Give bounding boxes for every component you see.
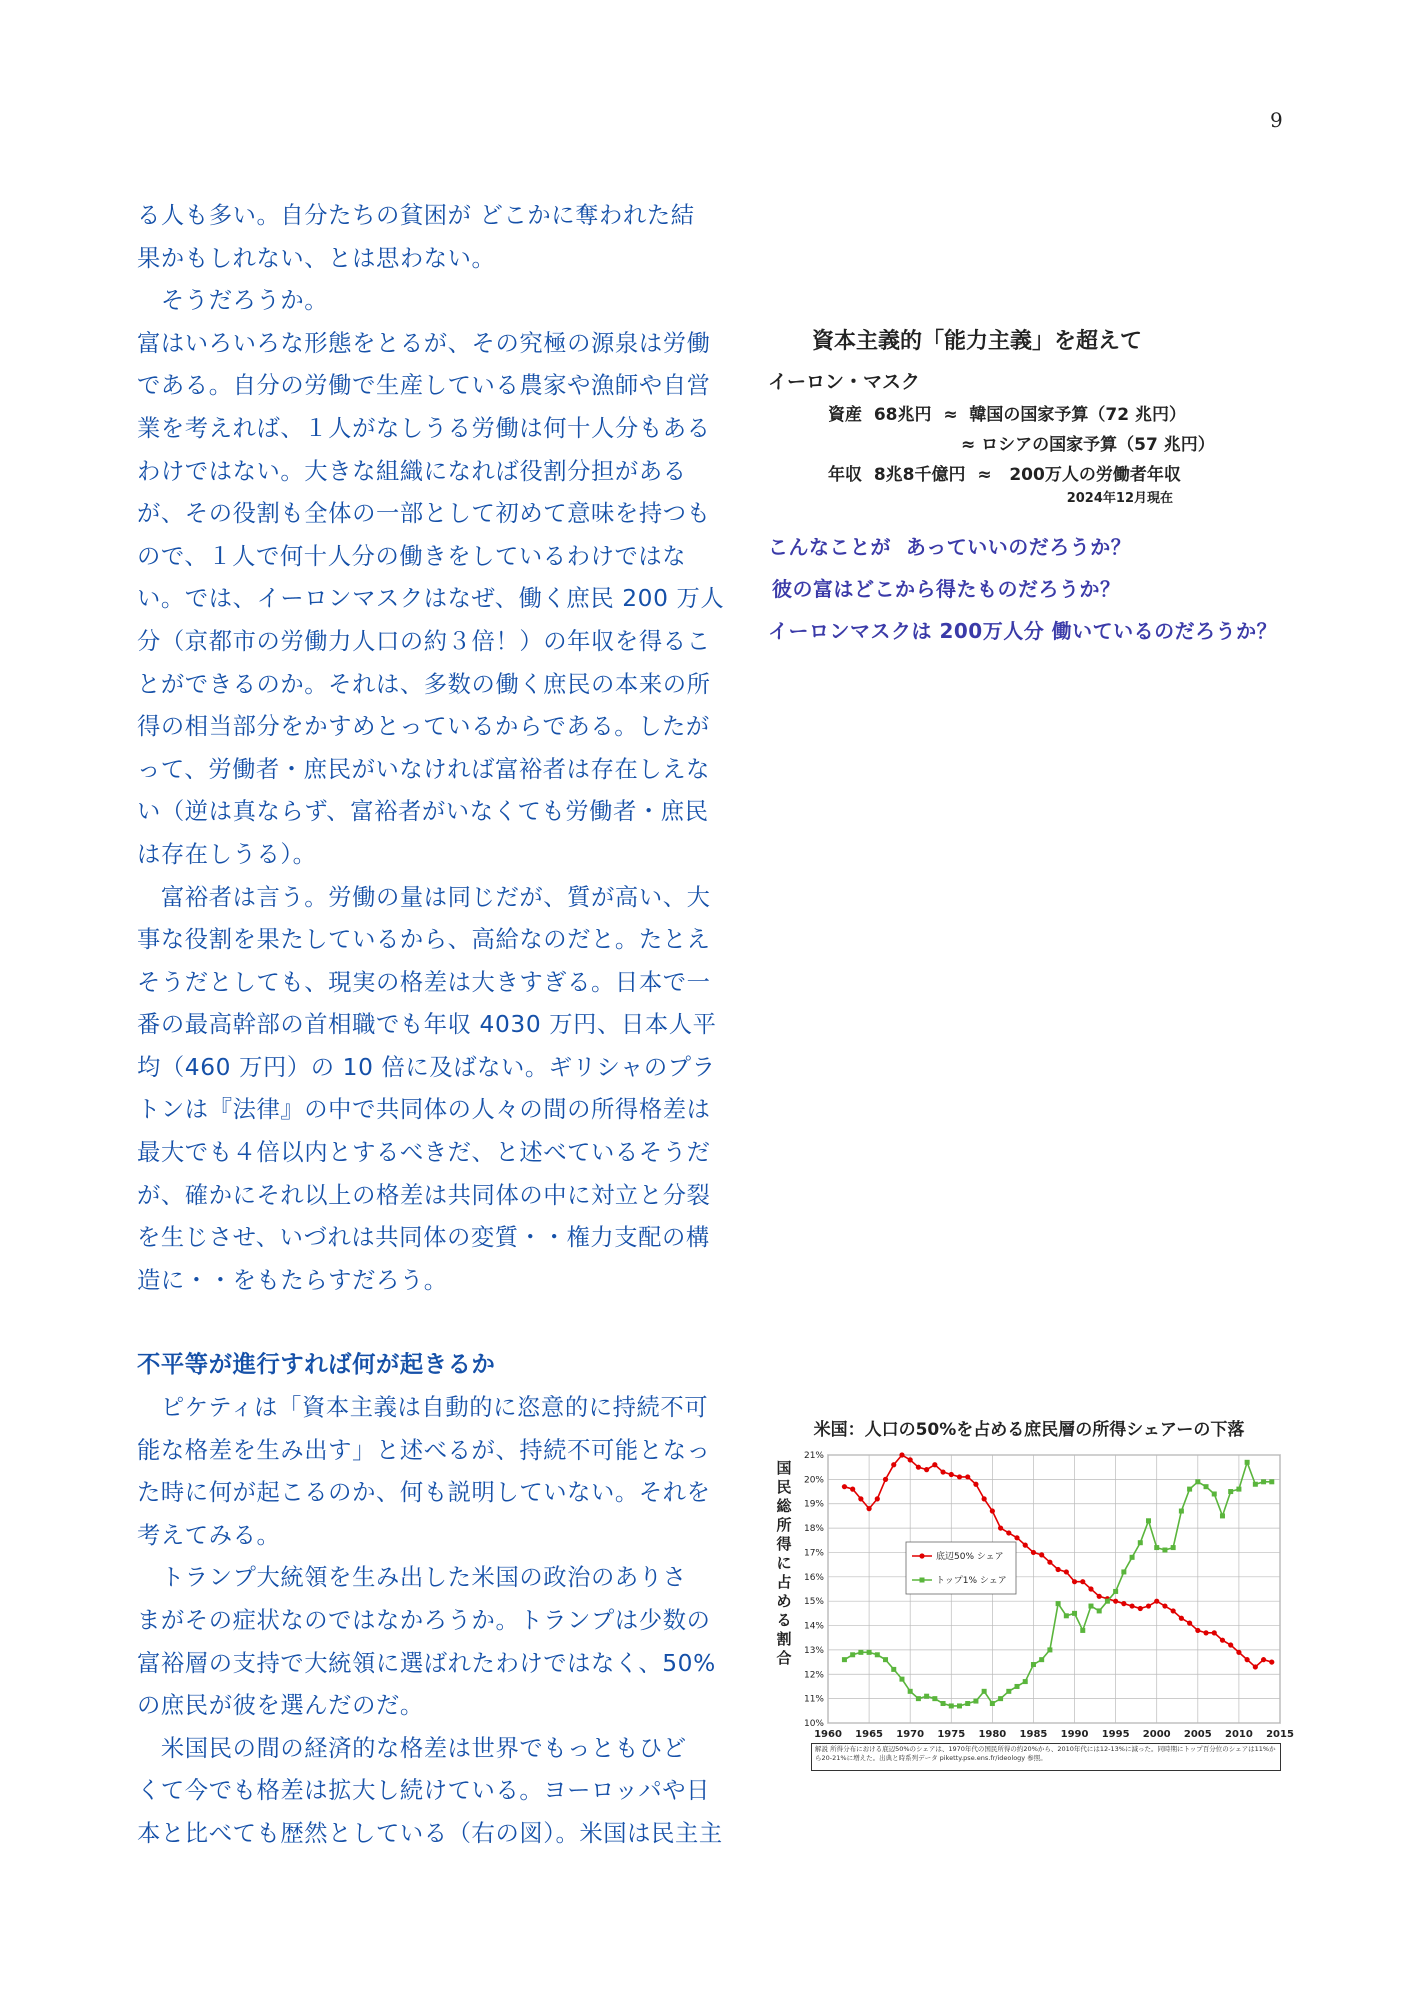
data-point-top1 bbox=[1056, 1601, 1061, 1606]
data-point-top1 bbox=[867, 1650, 872, 1655]
x-tick-label: 2000 bbox=[1142, 1729, 1171, 1740]
data-point-top1 bbox=[990, 1701, 995, 1706]
data-point-bottom50 bbox=[998, 1525, 1003, 1530]
data-point-top1 bbox=[1179, 1509, 1184, 1514]
text-line: 事な役割を果たしているから、高給なのだと。たとえ bbox=[137, 926, 711, 954]
data-point-bottom50 bbox=[842, 1484, 847, 1489]
text-line: ピケティは「資本主義は自動的に恣意的に持続不可 bbox=[137, 1394, 709, 1422]
data-point-bottom50 bbox=[875, 1496, 880, 1501]
data-point-top1 bbox=[1236, 1487, 1241, 1492]
data-point-top1 bbox=[1039, 1657, 1044, 1662]
data-point-bottom50 bbox=[965, 1474, 970, 1479]
text-line: 均（460 万円）の 10 倍に及ばない。ギリシャのプラ bbox=[137, 1053, 716, 1081]
data-point-top1 bbox=[1253, 1482, 1258, 1487]
text-line: の庶民が彼を選んだのだ。 bbox=[137, 1692, 424, 1720]
data-point-bottom50 bbox=[908, 1457, 913, 1462]
income-line: 年収 8兆8千億円 ≈ 200万人の労働者年収 bbox=[828, 465, 1181, 485]
chart-title: 米国：人口の50%を占める庶民層の所得シェアーの下落 bbox=[813, 1420, 1245, 1440]
data-point-top1 bbox=[1204, 1484, 1209, 1489]
data-point-top1 bbox=[1015, 1684, 1020, 1689]
data-point-top1 bbox=[899, 1677, 904, 1682]
main-text-column bbox=[137, 195, 737, 1856]
data-point-top1 bbox=[1088, 1604, 1093, 1609]
text-line: 富はいろいろな形態をとるが、その究極の源泉は労働 bbox=[137, 329, 711, 357]
text-line: くて今でも格差は拡大し続けている。ヨーロッパや日 bbox=[137, 1777, 711, 1805]
data-point-top1 bbox=[982, 1689, 987, 1694]
y-tick-label: 20% bbox=[803, 1475, 824, 1486]
data-point-bottom50 bbox=[1006, 1530, 1011, 1535]
as-of-date: 2024年12月現在 bbox=[1066, 491, 1173, 506]
data-point-top1 bbox=[924, 1694, 929, 1699]
chart-footnote: 解説 所得分布における底辺50%のシェアは、1970年代の国民所得の約20%から、2010年代には12-13%に減った。同時期にトップ百分位のシェアは11%から20-21%に増えた。出典と時系列データ piketty.pse.ens.fr/ideology 参照。 bbox=[811, 1743, 1281, 1771]
data-point-bottom50 bbox=[1064, 1569, 1069, 1574]
text-line: って、労働者・庶民がいなければ富裕者は存在しえな bbox=[137, 755, 711, 783]
x-tick-label: 1995 bbox=[1101, 1729, 1130, 1740]
data-point-bottom50 bbox=[1072, 1579, 1077, 1584]
y-axis-label-char: 割 bbox=[776, 1630, 792, 1648]
data-point-top1 bbox=[1195, 1479, 1200, 1484]
x-tick-label: 1960 bbox=[814, 1729, 842, 1740]
data-point-top1 bbox=[1245, 1460, 1250, 1465]
data-point-top1 bbox=[1154, 1545, 1159, 1550]
income-share-chart bbox=[768, 1415, 1294, 1775]
x-tick-label: 2005 bbox=[1183, 1729, 1212, 1740]
y-tick-label: 18% bbox=[803, 1524, 824, 1535]
x-tick-label: 2010 bbox=[1224, 1729, 1253, 1740]
data-point-bottom50 bbox=[1129, 1603, 1134, 1608]
text-line: である。自分の労働で生産している農家や漁師や自営 bbox=[137, 372, 711, 400]
sidebar-title: 資本主義的「能力主義」を超えて bbox=[812, 329, 1143, 354]
data-point-top1 bbox=[1031, 1662, 1036, 1667]
data-point-bottom50 bbox=[1056, 1567, 1061, 1572]
legend-label: トップ1% シェア bbox=[936, 1576, 1007, 1586]
page-number: 9 bbox=[1270, 108, 1283, 132]
y-tick-label: 21% bbox=[803, 1451, 824, 1461]
text-line: 番の最高幹部の首相職でも年収 4030 万円、日本人平 bbox=[137, 1011, 717, 1039]
y-tick-label: 19% bbox=[803, 1499, 824, 1510]
data-point-bottom50 bbox=[1113, 1599, 1118, 1604]
data-point-top1 bbox=[908, 1689, 913, 1694]
data-point-top1 bbox=[1121, 1569, 1126, 1574]
data-point-top1 bbox=[932, 1696, 937, 1701]
y-axis-label-char: め bbox=[776, 1592, 792, 1610]
data-point-bottom50 bbox=[924, 1467, 929, 1472]
text-line: そうだろうか。 bbox=[137, 287, 329, 315]
y-tick-label: 17% bbox=[803, 1548, 824, 1559]
y-axis-label-char: 得 bbox=[776, 1535, 792, 1553]
data-point-bottom50 bbox=[1023, 1543, 1028, 1548]
text-line: 果かもしれない、とは思わない。 bbox=[137, 244, 496, 272]
y-axis-label-char: 占 bbox=[776, 1573, 792, 1591]
data-point-bottom50 bbox=[899, 1452, 904, 1457]
data-point-top1 bbox=[1138, 1540, 1143, 1545]
data-point-top1 bbox=[1187, 1487, 1192, 1492]
data-point-bottom50 bbox=[1146, 1603, 1151, 1608]
data-point-top1 bbox=[883, 1657, 888, 1662]
y-tick-label: 14% bbox=[803, 1621, 824, 1632]
data-point-bottom50 bbox=[1154, 1599, 1159, 1604]
y-tick-label: 13% bbox=[803, 1645, 824, 1656]
data-point-top1 bbox=[941, 1701, 946, 1706]
data-point-top1 bbox=[1146, 1518, 1151, 1523]
data-point-bottom50 bbox=[866, 1506, 871, 1511]
data-point-top1 bbox=[973, 1699, 978, 1704]
text-line: 能な格差を生み出す」と述べるが、持続不可能となっ bbox=[137, 1436, 711, 1464]
data-point-bottom50 bbox=[1195, 1628, 1200, 1633]
data-point-bottom50 bbox=[949, 1472, 954, 1477]
y-axis-label-char: る bbox=[776, 1611, 792, 1629]
data-point-top1 bbox=[1064, 1613, 1069, 1618]
data-point-bottom50 bbox=[1138, 1606, 1143, 1611]
data-point-bottom50 bbox=[1203, 1630, 1208, 1635]
text-line: る人も多い。自分たちの貧困が どこかに奪われた結 bbox=[137, 202, 695, 229]
data-point-top1 bbox=[1269, 1479, 1274, 1484]
data-point-top1 bbox=[842, 1657, 847, 1662]
data-point-top1 bbox=[1072, 1611, 1077, 1616]
text-line: 本と比べても歴然としている（右の図）。米国は民主主 bbox=[137, 1819, 723, 1847]
question-1: こんなことが あっていいのだろうか？ bbox=[768, 535, 1132, 559]
data-point-bottom50 bbox=[1031, 1550, 1036, 1555]
data-point-bottom50 bbox=[957, 1474, 962, 1479]
x-tick-label: 1975 bbox=[937, 1729, 966, 1740]
data-point-bottom50 bbox=[858, 1496, 863, 1501]
y-tick-label: 11% bbox=[803, 1694, 824, 1705]
text-line: い。では、イーロンマスクはなぜ、働く庶民 200 万人 bbox=[137, 585, 725, 613]
data-point-top1 bbox=[1023, 1679, 1028, 1684]
data-point-bottom50 bbox=[1121, 1601, 1126, 1606]
legend-marker bbox=[919, 1553, 924, 1558]
text-line: 造に・・をもたらすだろう。 bbox=[137, 1266, 448, 1294]
x-tick-label: 1985 bbox=[1019, 1729, 1048, 1740]
y-tick-label: 10% bbox=[803, 1719, 824, 1729]
data-point-top1 bbox=[850, 1652, 855, 1657]
data-point-bottom50 bbox=[1088, 1586, 1093, 1591]
y-axis-label-char: 民 bbox=[776, 1478, 792, 1496]
data-point-top1 bbox=[998, 1696, 1003, 1701]
data-point-bottom50 bbox=[891, 1462, 896, 1467]
data-point-top1 bbox=[916, 1696, 921, 1701]
person-name: イーロン・マスク bbox=[768, 371, 921, 393]
y-tick-label: 16% bbox=[803, 1572, 824, 1583]
x-tick-label: 1980 bbox=[978, 1729, 1007, 1740]
data-point-bottom50 bbox=[1187, 1621, 1192, 1626]
data-point-bottom50 bbox=[982, 1496, 987, 1501]
text-line: 富裕者は言う。労働の量は同じだが、質が高い、大 bbox=[137, 883, 711, 911]
y-axis-label-char: 所 bbox=[776, 1516, 792, 1534]
text-line: 業を考えれば、１人がなしうる労働は何十人分もある bbox=[137, 414, 711, 442]
text-line: が、確かにそれ以上の格差は共同体の中に対立と分裂 bbox=[137, 1181, 711, 1209]
text-line: まがその症状なのではなかろうか。トランプは少数の bbox=[137, 1607, 711, 1634]
text-line: 得の相当部分をかすめとっているからである。したが bbox=[137, 713, 710, 741]
legend-label: 底辺50% シェア bbox=[936, 1552, 1004, 1562]
data-point-top1 bbox=[1261, 1479, 1266, 1484]
legend-box bbox=[906, 1542, 1016, 1594]
data-point-top1 bbox=[1105, 1599, 1110, 1604]
data-point-top1 bbox=[1097, 1608, 1102, 1613]
data-point-top1 bbox=[1212, 1491, 1217, 1496]
data-point-bottom50 bbox=[990, 1508, 995, 1513]
data-point-top1 bbox=[1130, 1555, 1135, 1560]
data-point-bottom50 bbox=[1171, 1608, 1176, 1613]
data-point-bottom50 bbox=[1080, 1579, 1085, 1584]
text-line: とができるのか。それは、多数の働く庶民の本来の所 bbox=[137, 670, 711, 698]
data-point-bottom50 bbox=[1269, 1659, 1274, 1664]
data-point-top1 bbox=[957, 1703, 962, 1708]
text-line: わけではない。大きな組織になれば役割分担がある bbox=[137, 457, 687, 485]
data-point-bottom50 bbox=[973, 1482, 978, 1487]
data-point-bottom50 bbox=[1228, 1642, 1233, 1647]
chart-svg bbox=[768, 1415, 1294, 1745]
data-point-top1 bbox=[891, 1667, 896, 1672]
x-tick-label: 1965 bbox=[855, 1729, 884, 1740]
data-point-top1 bbox=[1171, 1545, 1176, 1550]
data-point-bottom50 bbox=[932, 1462, 937, 1467]
data-point-bottom50 bbox=[1162, 1603, 1167, 1608]
assets-line: 資産 68兆円 ≈ 韓国の国家予算（72 兆円） bbox=[828, 405, 1186, 425]
text-line: 最大でも４倍以内とするべきだ、と述べているそうだ bbox=[137, 1139, 711, 1167]
data-point-bottom50 bbox=[1047, 1560, 1052, 1565]
y-axis-label-char: 総 bbox=[776, 1497, 792, 1515]
data-point-top1 bbox=[1006, 1689, 1011, 1694]
y-axis-label-char: 国 bbox=[776, 1459, 792, 1477]
data-point-top1 bbox=[965, 1701, 970, 1706]
data-point-top1 bbox=[875, 1652, 880, 1657]
data-point-top1 bbox=[858, 1650, 863, 1655]
text-line: は存在しうる）。 bbox=[137, 840, 317, 868]
x-tick-label: 1990 bbox=[1060, 1729, 1089, 1740]
text-line: い（逆は真ならず、富裕者がいなくても労働者・庶民 bbox=[137, 798, 709, 826]
y-axis-label-char: に bbox=[776, 1554, 792, 1572]
section-heading: 不平等が進行すれば何が起きるか bbox=[137, 1351, 496, 1379]
data-point-top1 bbox=[949, 1703, 954, 1708]
question-2: 彼の富はどこから得たものだろうか？ bbox=[772, 577, 1121, 601]
data-point-top1 bbox=[1047, 1647, 1052, 1652]
text-line: 富裕層の支持で大統領に選ばれたわけではなく、50% bbox=[137, 1649, 716, 1677]
data-point-top1 bbox=[1220, 1513, 1225, 1518]
data-point-bottom50 bbox=[1253, 1664, 1258, 1669]
text-line: トンは『法律』の中で共同体の人々の間の所得格差は bbox=[137, 1096, 711, 1124]
data-point-bottom50 bbox=[883, 1477, 888, 1482]
data-point-bottom50 bbox=[1220, 1638, 1225, 1643]
data-point-bottom50 bbox=[1261, 1657, 1266, 1662]
y-axis-label-char: 合 bbox=[776, 1649, 792, 1667]
data-point-bottom50 bbox=[1245, 1657, 1250, 1662]
sidebar-box bbox=[768, 320, 1328, 652]
data-point-bottom50 bbox=[1179, 1616, 1184, 1621]
question-3: イーロンマスクは 200万人分 働いているのだろうか？ bbox=[768, 619, 1278, 643]
data-point-bottom50 bbox=[916, 1465, 921, 1470]
x-tick-label: 1970 bbox=[896, 1729, 925, 1740]
text-line: そうだとしても、現実の格差は大きすぎる。日本で一 bbox=[137, 968, 711, 996]
data-point-top1 bbox=[1162, 1548, 1167, 1553]
data-point-top1 bbox=[1228, 1489, 1233, 1494]
data-point-bottom50 bbox=[1212, 1630, 1217, 1635]
text-line: が、その役割も全体の一部として初めて意味を持つも bbox=[137, 500, 711, 528]
data-point-bottom50 bbox=[1039, 1552, 1044, 1557]
assets-line-2: ≈ ロシアの国家予算（57 兆円） bbox=[961, 435, 1215, 455]
text-line: た時に何が起こるのか、何も説明していない。それを bbox=[137, 1479, 711, 1507]
text-line: ので、１人で何十人分の働きをしているわけではな bbox=[137, 542, 687, 570]
data-point-bottom50 bbox=[1097, 1594, 1102, 1599]
text-line: を生じさせ、いづれは共同体の変質・・権力支配の構 bbox=[137, 1224, 710, 1252]
text-line: トランプ大統領を生み出した米国の政治のありさ bbox=[137, 1564, 687, 1592]
y-tick-label: 12% bbox=[803, 1670, 824, 1681]
data-point-bottom50 bbox=[1236, 1650, 1241, 1655]
data-point-bottom50 bbox=[1014, 1535, 1019, 1540]
text-line: 考えてみる。 bbox=[137, 1521, 281, 1549]
paragraph-gap bbox=[137, 1302, 737, 1344]
y-tick-label: 15% bbox=[803, 1597, 824, 1608]
data-point-bottom50 bbox=[940, 1469, 945, 1474]
data-point-top1 bbox=[1113, 1589, 1118, 1594]
legend-marker bbox=[920, 1578, 925, 1583]
data-point-top1 bbox=[1080, 1628, 1085, 1633]
x-tick-label: 2015 bbox=[1266, 1729, 1294, 1740]
text-line: 米国民の間の経済的な格差は世界でもっともひど bbox=[137, 1734, 687, 1762]
data-point-bottom50 bbox=[850, 1487, 855, 1492]
text-line: 分（京都市の労働力人口の約３倍！）の年収を得るこ bbox=[137, 627, 711, 655]
